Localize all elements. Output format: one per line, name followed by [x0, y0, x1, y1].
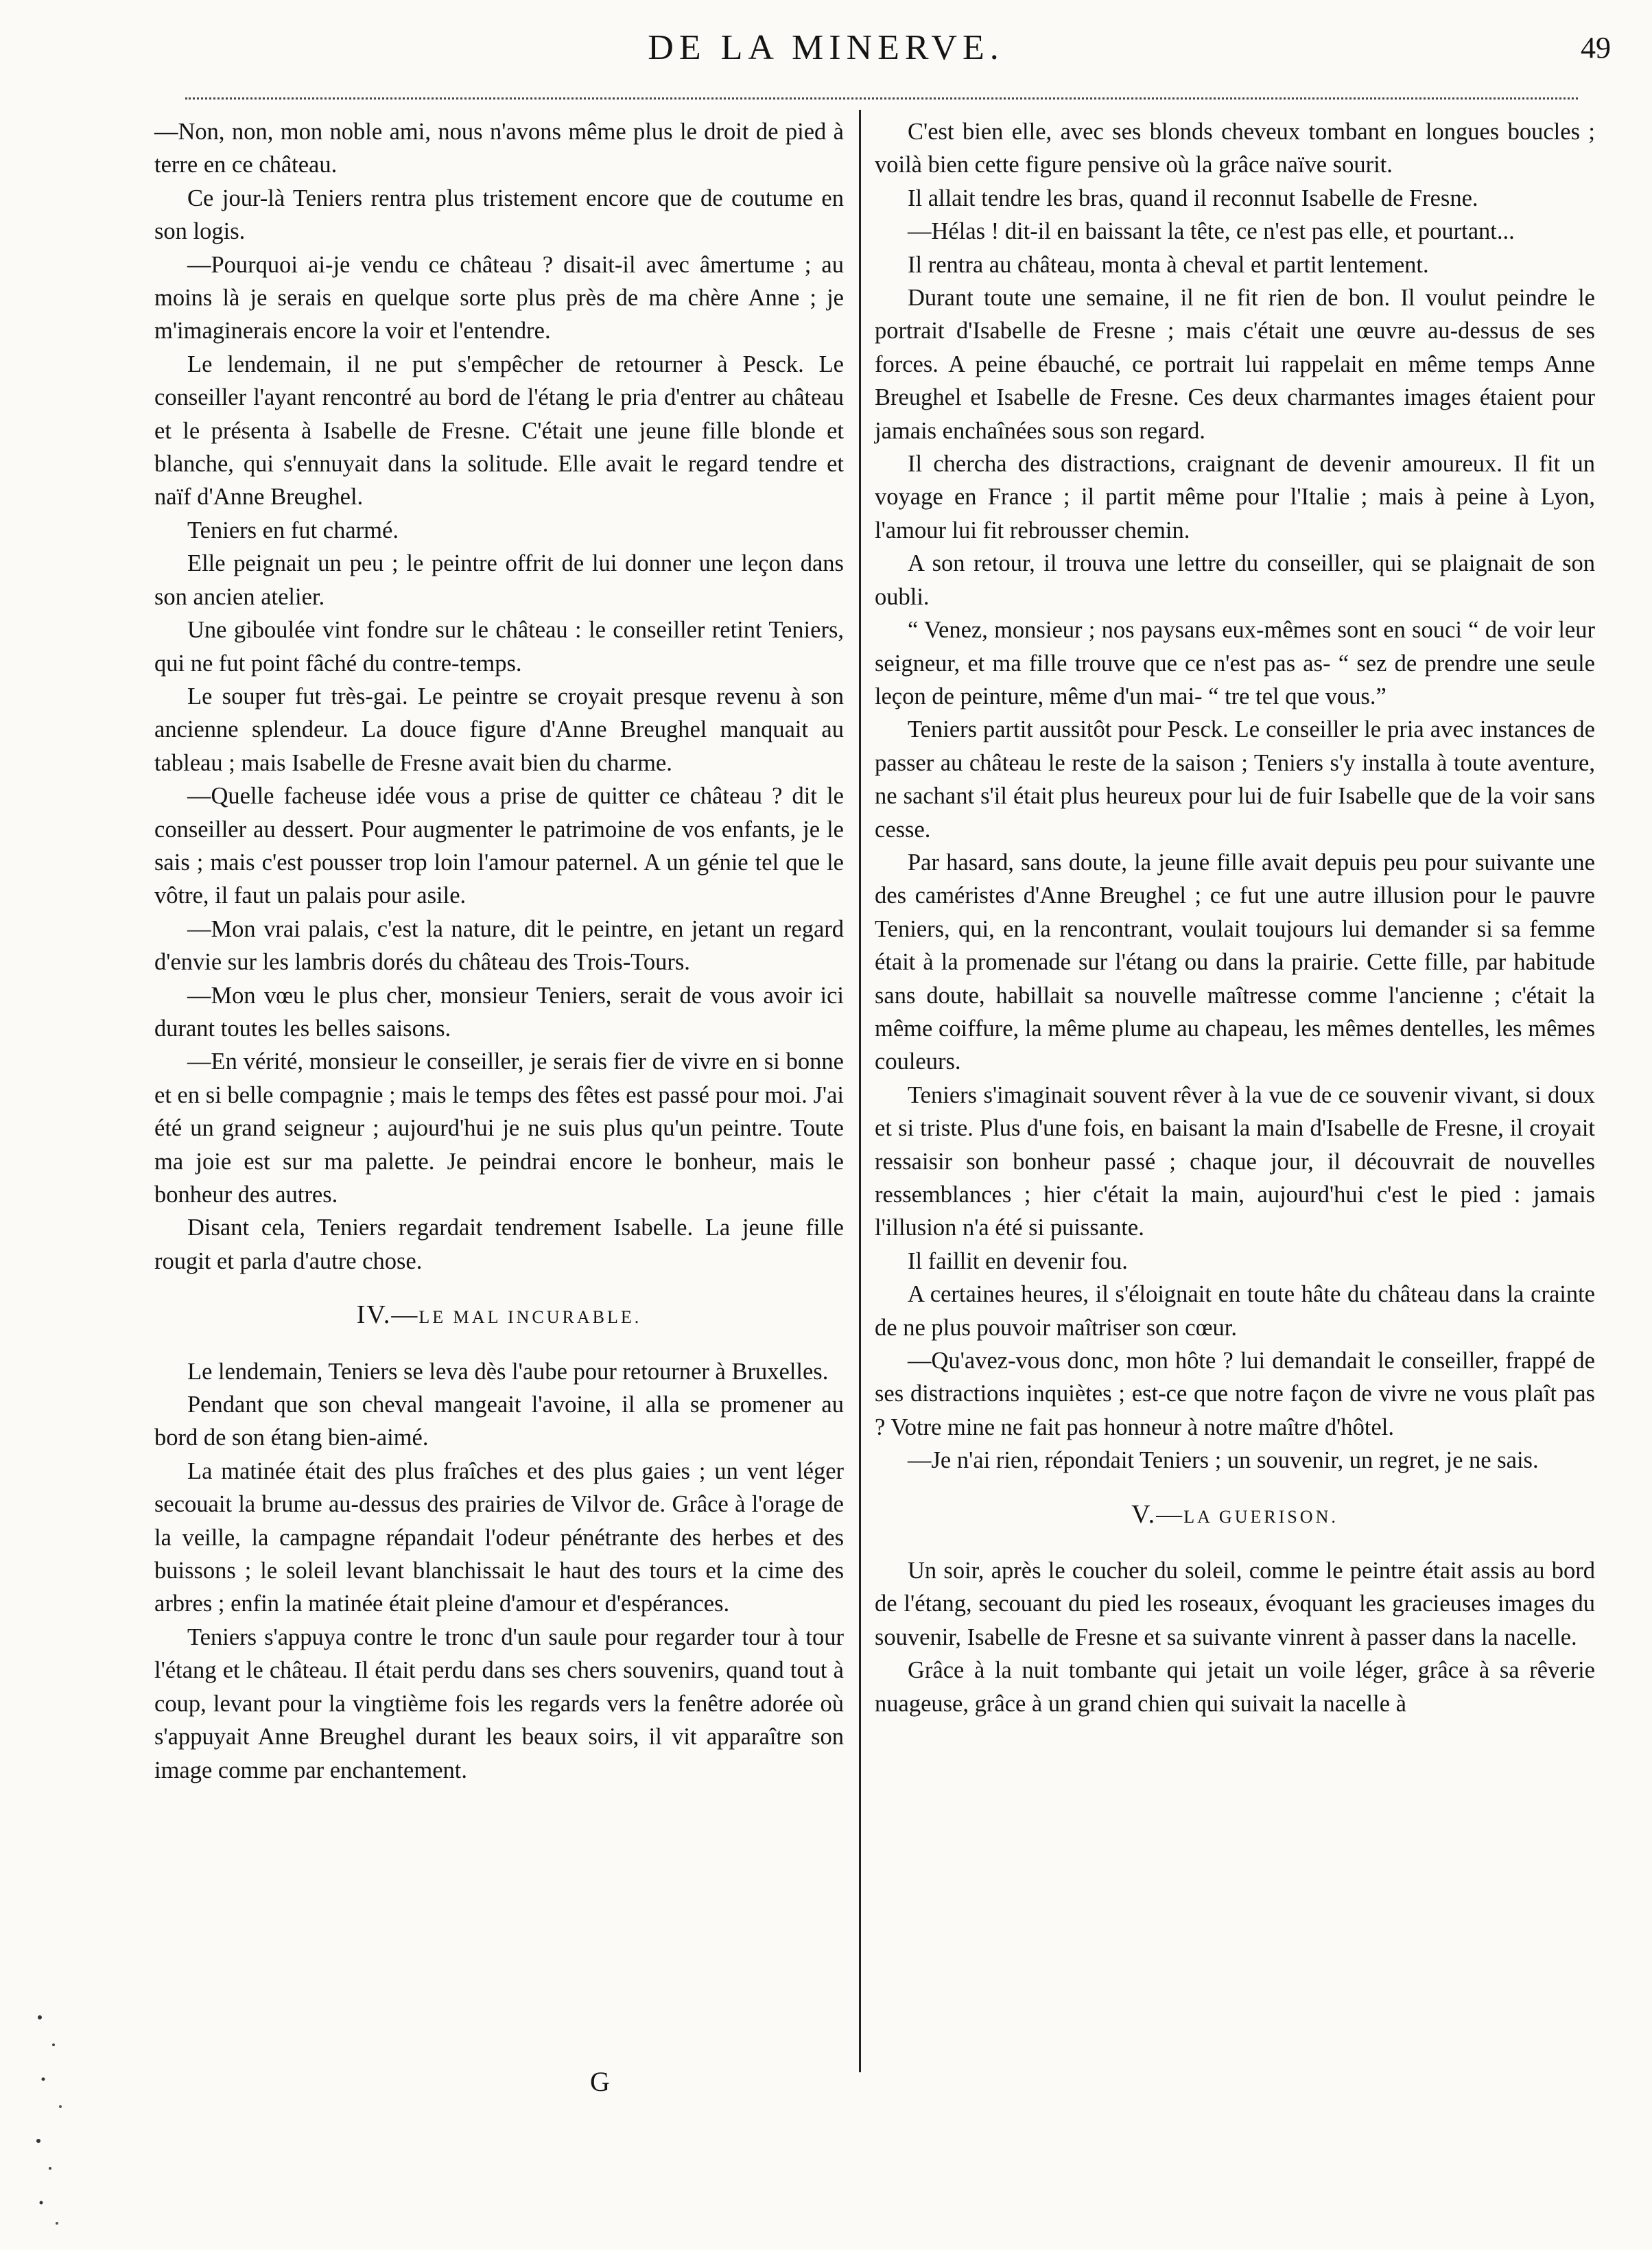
paragraph: Pendant que son cheval mangeait l'avoine, il alla se promener au bord de son étang bien-aimé. [154, 1392, 844, 1451]
paragraph: Ce jour-là Teniers rentra plus tristement encore que de coutume en son logis. [154, 185, 844, 245]
paragraph: Teniers partit aussitôt pour Pesck. Le conseiller le pria avec instances de passer au château le reste de la saison ; Teniers s'y installa à toute aventure, ne sachant s'il était plus heureux pour lui de fuir Isabelle que de la voir sans cesse. [875, 716, 1595, 843]
paragraph: Il faillit en devenir fou. [908, 1247, 1128, 1274]
paragraph: Il chercha des distractions, craignant de devenir amoureux. Il fit un voyage en France ; il partit même pour l'Italie ; mais à peine à Lyon, l'amour lui fit rebrousser chemin. [875, 451, 1595, 543]
paragraph: Il rentra au château, monta à cheval et partit lentement. [908, 251, 1429, 278]
page-number: 49 [1581, 31, 1611, 65]
paragraph: —Mon vœu le plus cher, monsieur Teniers, serait de vous avoir ici durant toutes les belles saisons. [154, 982, 844, 1042]
paragraph: La matinée était des plus fraîches et des plus gaies ; un vent léger secouait la brume au-dessus des prairies de Vilvor de. Grâce à l'orage de la veille, la campagne répandait l'odeur pénétrante des herbes et des buissons ; le soleil levant blanchissait le haut des tours et la cime des arbres ; enfin la matinée était pleine d'amour et d'espérances. [154, 1457, 844, 1617]
paragraph: A son retour, il trouva une lettre du conseiller, qui se plaignait de son oubli. [875, 550, 1595, 610]
paragraph: —Qu'avez-vous donc, mon hôte ? lui demandait le conseiller, frappé de ses distractions inquiètes ; est-ce que notre façon de vivre ne vous plaît pas ? Votre mine ne fait pas honneur à notre maître d'hôtel. [875, 1348, 1595, 1440]
section-number: V.— [1131, 1499, 1184, 1529]
margin-specks [33, 2004, 74, 2237]
section-title: LA GUERISON. [1183, 1506, 1338, 1527]
signature-mark: G [590, 2066, 610, 2097]
header-rule [185, 97, 1578, 99]
paragraph: Par hasard, sans doute, la jeune fille avait depuis peu pour suivante une des caméristes d'Anne Breughel ; ce fut une autre illusion pour le pauvre Teniers, qui, en la rencontrant, voulait toujours lui demander si sa femme était à la promenade sur l'étang ou dans la prairie. Cette fille, par habitude sans doute, habillait sa nouvelle maîtresse comme l'ancienne ; c'était la même coiffure, la même plume au chapeau, les mêmes dentelles, les mêmes couleurs. [875, 849, 1595, 1075]
paragraph: Disant cela, Teniers regardait tendrement Isabelle. La jeune fille rougit et parla d'autre chose. [154, 1215, 844, 1274]
paragraph: A certaines heures, il s'éloignait en toute hâte du château dans la crainte de ne plus pouvoir maîtriser son cœur. [875, 1281, 1595, 1341]
paragraph: Le souper fut très-gai. Le peintre se croyait presque revenu à son ancienne splendeur. La douce figure d'Anne Breughel manquait au tableau ; mais Isabelle de Fresne avait bien du charme. [154, 683, 844, 776]
paragraph: Teniers s'imaginait souvent rêver à la vue de ce souvenir vivant, si doux et si triste. Plus d'une fois, en baisant la main d'Isabelle de Fresne, il croyait ressaisir son bonheur passé ; chaque jour, il découvrait de nouvelles ressemblances ; hier c'était la main, aujourd'hui c'est le pied : jamais l'illusion n'a été si puissante. [875, 1081, 1595, 1241]
paragraph: Un soir, après le coucher du soleil, comme le peintre était assis au bord de l'étang, secouant du pied les roseaux, évoquant les gracieuses images du souvenir, Isabelle de Fresne et sa suivante vinrent à passer dans la nacelle. [875, 1558, 1595, 1650]
paragraph: —En vérité, monsieur le conseiller, je serais fier de vivre en si bonne et en si belle compagnie ; mais le temps des fêtes est passé pour moi. J'ai été un grand seigneur ; aujourd'hui je ne suis plus qu'un peintre. Toute ma joie est sur ma palette. Je peindrai encore le bonheur, mais le bonheur des autres. [154, 1048, 844, 1208]
section-number: IV.— [356, 1300, 419, 1330]
paragraph: —Je n'ai rien, répondait Teniers ; un souvenir, un regret, je ne sais. [908, 1447, 1539, 1474]
column-rule [859, 110, 861, 2072]
paragraph: Teniers en fut charmé. [187, 517, 399, 543]
running-header [0, 27, 1652, 82]
paragraph: Le lendemain, il ne put s'empêcher de retourner à Pesck. Le conseiller l'ayant rencontré au bord de l'étang le pria d'entrer au château et le présenta à Isabelle de Fresne. C'était une jeune fille blonde et blanche, qui s'ennuyait dans la solitude. Elle avait le regard tendre et naïf d'Anne Breughel. [154, 351, 844, 511]
left-column [154, 115, 844, 1787]
section-title: LE MAL INCURABLE. [418, 1307, 642, 1328]
paragraph: Grâce à la nuit tombante qui jetait un voile léger, grâce à sa rêverie nuageuse, grâce à un grand chien qui suivait la nacelle à [875, 1657, 1595, 1717]
paragraph: Le lendemain, Teniers se leva dès l'aube pour retourner à Bruxelles. [187, 1358, 829, 1385]
section-heading-v [875, 1498, 1595, 1534]
paragraph: Elle peignait un peu ; le peintre offrit de lui donner une leçon dans son ancien atelier. [154, 550, 844, 610]
paragraph: —Hélas ! dit-il en baissant la tête, ce n'est pas elle, et pourtant... [908, 218, 1515, 245]
paragraph: Il allait tendre les bras, quand il reconnut Isabelle de Fresne. [908, 185, 1478, 211]
paragraph: —Quelle facheuse idée vous a prise de quitter ce château ? dit le conseiller au dessert. Pour augmenter le patrimoine de vos enfants, je le sais ; mais c'est pousser trop loin l'amour paternel. A un génie tel que le vôtre, il faut un palais pour asile. [154, 783, 844, 909]
paragraph: —Mon vrai palais, c'est la nature, dit le peintre, en jetant un regard d'envie sur les lambris dorés du château des Trois-Tours. [154, 915, 844, 976]
letter-quote: “ Venez, monsieur ; nos paysans eux-mêmes sont en souci “ de voir leur seigneur, et ma fille trouve que ce n'est pas as- “ sez de prendre une seule leçon de peinture, même d'un mai- “ tre tel que vous.” [875, 617, 1595, 710]
section-heading-iv [154, 1298, 844, 1334]
paragraph: Teniers s'appuya contre le tronc d'un saule pour regarder tour à tour l'étang et le château. Il était perdu dans ses chers souvenirs, quand tout à coup, levant pour la vingtième fois les regards vers la fenêtre adorée où s'appuyait Anne Breughel durant les beaux soirs, il vit apparaître son image comme par enchantement. [154, 1624, 844, 1783]
running-title: DE LA MINERVE. [648, 28, 1004, 67]
paragraph: Durant toute une semaine, il ne fit rien de bon. Il voulut peindre le portrait d'Isabelle de Fresne ; mais c'était une œuvre au-dessus de ses forces. A peine ébauché, ce portrait lui rappelait en même temps Anne Breughel et Isabelle de Fresne. Ces deux charmantes images étaient pour jamais enchaînées sous son regard. [875, 285, 1595, 444]
paragraph: C'est bien elle, avec ses blonds cheveux tombant en longues boucles ; voilà bien cette figure pensive où la grâce naïve sourit. [875, 119, 1595, 178]
paragraph: Une giboulée vint fondre sur le château : le conseiller retint Teniers, qui ne fut point fâché du contre-temps. [154, 617, 844, 677]
paragraph: —Non, non, mon noble ami, nous n'avons même plus le droit de pied à terre en ce château. [154, 119, 844, 178]
paragraph: —Pourquoi ai-je vendu ce château ? disait-il avec âmertume ; au moins là je serais en quelque sorte plus près de ma chère Anne ; je m'imaginerais encore la voir et l'entendre. [154, 251, 844, 344]
right-column [875, 115, 1595, 1720]
